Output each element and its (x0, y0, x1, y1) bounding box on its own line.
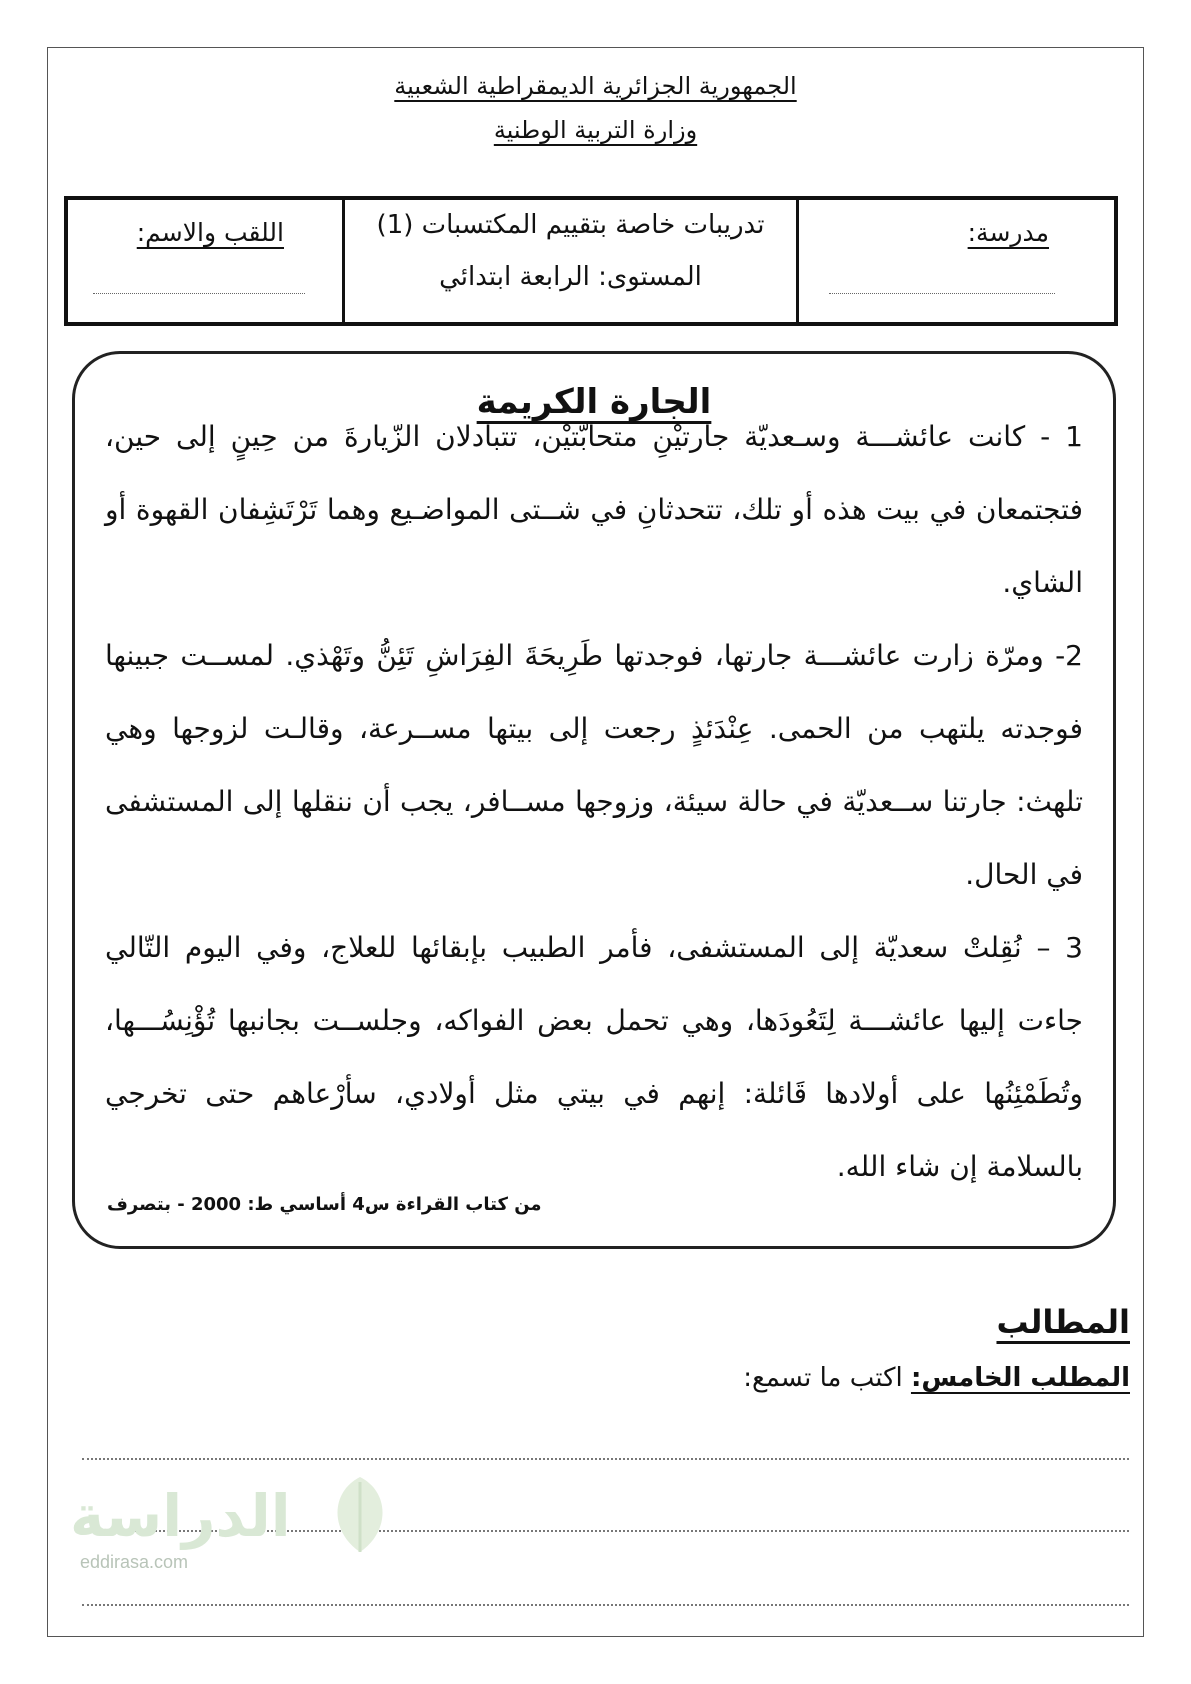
worksheet-title: تدريبات خاصة بتقييم المكتسبات (1) (376, 210, 765, 240)
watermark-logo (70, 1472, 430, 1582)
level-line: المستوى: الرابعة ابتدائي (439, 262, 702, 292)
info-table (64, 196, 1118, 326)
paragraph-2: 2- ومرّة زارت عائشـــة جارتها، فوجدتها طَرِيحَةَ الفِرَاشِ تَئِنُّ وتَهْذي. لمســت جبينها فوجدته يلتهب من الحمى. عِنْدَئذٍ رجعت إلى بيتها مســرعة، وقالـت لزوجها وهي تلهث: جارتنا ســعديّة في حالة سيئة، وزوجها مســافر، يجب أن ننقلها إلى المستشفى في الحال. (105, 639, 1083, 891)
name-dotted-field[interactable] (93, 293, 305, 294)
fifth-requirement-text: اكتب ما تسمع: (743, 1363, 911, 1393)
ministry-header: وزارة التربية الوطنية (493, 116, 698, 144)
answer-line-3[interactable] (82, 1604, 1129, 1606)
fifth-requirement (743, 1363, 1130, 1393)
school-dotted-field[interactable] (829, 293, 1055, 294)
answer-line-1[interactable] (82, 1458, 1129, 1460)
watermark-word: الدراسة (70, 1482, 291, 1550)
republic-header: الجمهورية الجزائرية الديمقراطية الشعبية (394, 72, 797, 100)
source-citation: من كتاب القراءة س4 أساسي ط: 2000 - بتصرف (107, 1194, 542, 1215)
reading-text-box (72, 351, 1116, 1249)
requirements-title: المطالب (996, 1303, 1130, 1341)
name-label: اللقب والاسم: (136, 218, 284, 247)
school-cell (796, 200, 1114, 322)
watermark-site: eddirasa.com (80, 1552, 189, 1572)
school-label: مدرسة: (967, 218, 1049, 247)
paragraph-1: 1 - كانت عائشـــة وسـعديّة جارتيْنِ متحابّتيْن، تتبادلان الزّيارةَ من حِينٍ إلى حين، فتجتمعان في بيت هذه أو تلك، تتحدثانِ في شــتى المواضـيع وهما تَرْتَشِفان القهوة أو الشاي. (105, 420, 1083, 599)
fifth-requirement-label: المطلب الخامس: (910, 1363, 1130, 1393)
name-cell (68, 200, 342, 322)
leaf-icon (300, 1472, 420, 1562)
story-title: الجارة الكريمة (476, 382, 712, 422)
title-cell (342, 200, 796, 322)
paragraph-3: 3 – نُقِلتْ سعديّة إلى المستشفى، فأمر الطبيب بإبقائها للعلاج، وفي اليوم التّالي جاءت إليها عائشـــة لِتَعُودَها، وهي تحمل بعض الفواكه، وجلســت بجانبها تُؤْنِسُـــها، وتُطَمْئِنُها على أولادها قَائلة: إنهم في بيتي مثل أولادي، سأرْعاهم حتى تخرجي بالسلامة إن شاء الله. (105, 931, 1083, 1183)
